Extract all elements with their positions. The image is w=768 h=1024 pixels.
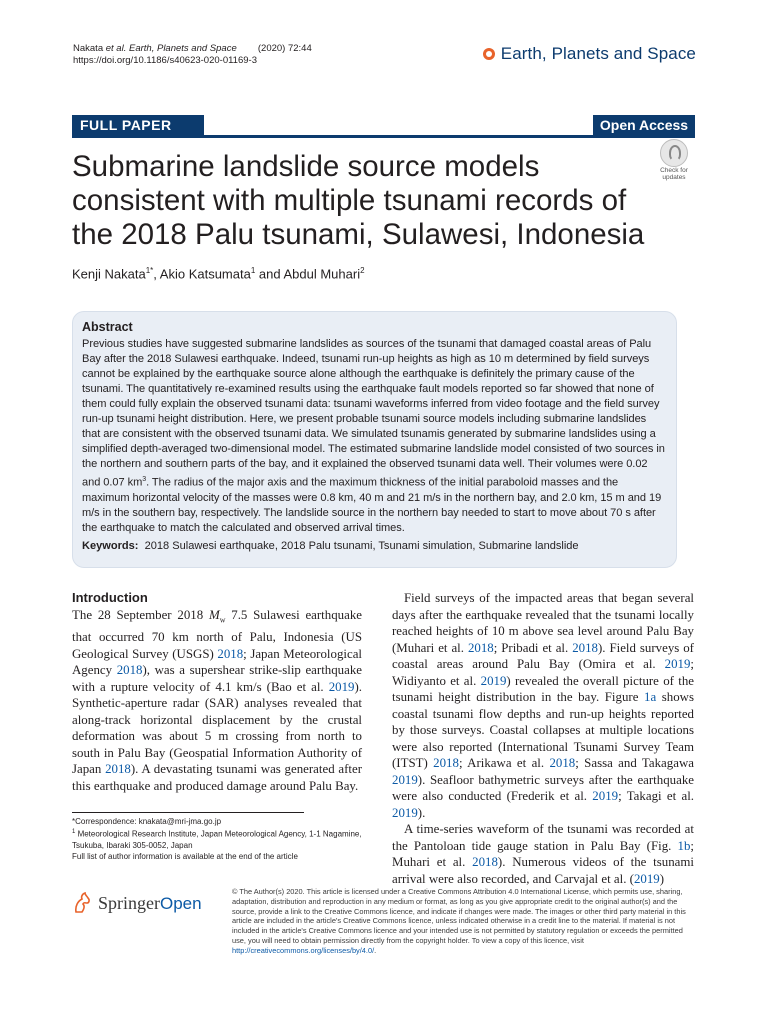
ref-link[interactable]: 2019 [392, 772, 418, 787]
springer-horse-icon [72, 892, 92, 914]
ref-link[interactable]: 2018 [572, 640, 598, 655]
springer-open-logo[interactable] [72, 889, 202, 917]
citation-year-volume: (2020) 72:44 [257, 43, 312, 54]
ref-link[interactable]: 2019 [664, 657, 691, 671]
left-column [72, 590, 362, 794]
ref-link[interactable]: 2018 [105, 762, 131, 777]
ref-link[interactable]: 2019 [633, 871, 660, 886]
citation-etal: et al. [105, 43, 127, 54]
ref-link[interactable]: 2019 [392, 805, 418, 820]
author-1[interactable]: Kenji Nakata [72, 266, 146, 282]
abstract-box [72, 311, 677, 568]
citation-authors: Nakata [73, 43, 104, 54]
keywords-label: Keywords: [82, 540, 139, 553]
ref-link[interactable]: 2019 [592, 789, 619, 803]
full-paper-label: FULL PAPER [72, 115, 204, 135]
running-citation [73, 43, 312, 55]
ref-link[interactable]: 2018 [549, 756, 576, 770]
author-2-affiliation: 1 [250, 266, 256, 275]
citation-journal: Earth, Planets and Space [129, 43, 237, 54]
abstract-text [82, 337, 667, 536]
keywords-list: 2018 Sulawesi earthquake, 2018 Palu tsunami, Tsunami simulation, Submarine landslide [144, 540, 579, 553]
journal-brand[interactable] [483, 42, 696, 66]
open-access-label: Open Access [593, 115, 695, 135]
body-paragraph: Field surveys of the impacted areas that began several days after the earthquake revealed that the tsunami locally reached heights of 10 m above sea level around Palu Bay (Muhari et al. 2018; Pribadi et al. 2018). Field surveys of coastal areas around Palu Bay (Omira et al. 2019; Widiyanto et al. 2019) revealed the overall picture of the tsunami height distribution in the bay. Figure 1a shows coastal tsunami flow depths and run-up heights reported by those surveys. Coastal collapses at multiple locations were also reported (International Tsunami Survey Team (ITST) 2018; Arikawa et al. 2018; Sassa and Takagawa 2019). Seafloor bathymetric surveys after the earthquake were also conducted (Frederik et al. 2019; Takagi et al. 2019). [392, 591, 694, 820]
right-column [392, 590, 694, 887]
footnote-rule [72, 812, 304, 813]
article-type-banner [72, 115, 695, 138]
doi-link[interactable]: https://doi.org/10.1186/s40623-020-01169-3 [73, 55, 257, 66]
footnote [72, 816, 372, 862]
author-3[interactable]: and Abdul Muhari [255, 266, 361, 282]
figure-link[interactable]: 1b [677, 838, 691, 853]
figure-link[interactable]: 1a [644, 690, 657, 704]
affiliation: $^1$ Meteorological Research Institute, Japan Meteorological Agency, 1-1 Nagamine, Tsukuba, Ibaraki 305-0052, Japan [72, 829, 362, 850]
check-updates-icon [660, 139, 688, 167]
body-paragraph: A time-series waveform of the tsunami was recorded at the Pantoloan tide gauge station in Palu Bay (Fig. 1b; Muhari et al. 2018). Numerous videos of the tsunami arrival were also recorded, and Carvajal et al. (2019) [392, 822, 694, 886]
check-for-updates-button[interactable] [654, 139, 694, 181]
journal-name: Earth, Planets and Space [500, 44, 696, 63]
ref-link[interactable]: 2018 [116, 663, 143, 678]
abstract-heading: Abstract [82, 320, 133, 334]
abstract-text-part-2: . The radius of the major axis and the maximum thickness of the initial paraboloid masses and the maximum horizontal velocity of the masses were 0.8 km, 40 m and 21 m/s in the northern bay, and 2.0 km, 15 m and 19 m/s in the southern bay, respectively. The landslide source in the northern bay needed to start to move about 70 s after the earthquake to match the calculated and observed arrival times. [82, 477, 662, 535]
ref-link[interactable]: 2018 [433, 756, 459, 770]
license-link[interactable]: http://creativecommons.org/licenses/by/4.0/ [232, 945, 375, 955]
ref-link[interactable]: 2018 [217, 646, 244, 661]
ref-link[interactable]: 2019 [328, 679, 355, 694]
ref-link[interactable]: 2018 [472, 855, 498, 869]
author-2[interactable]: , Akio Katsumata [153, 266, 251, 282]
author-info-note: Full list of author information is available at the end of the article [72, 851, 298, 861]
check-updates-label: Check for updates [660, 167, 688, 181]
ref-link[interactable]: 2019 [480, 673, 507, 688]
keywords [82, 539, 667, 554]
license-text: © The Author(s) 2020. This article is licensed under a Creative Commons Attribution 4.0 International License, which permits use, sharing, adaptation, distribution and reproduction in any medium or format, as long as you give appropriate credit to the original author(s) and the source, provide a link to the Creative Commons licence, and indicate if changes were made. The images or other third party material in this article are included in the article's Creative Commons licence, unless indicated otherwise in a credit line to the material. If material is not included in the article's Creative Commons licence and your intended use is not permitted by statutory regulation or exceeds the permitted use, you will need to obtain permission directly from the copyright holder. To view a copy of this licence, visit http://creativecommons.org/licenses/by/4.0/. [232, 887, 686, 955]
author-3-affiliation: 2 [360, 266, 365, 275]
abstract-text-part-1: Previous studies have suggested submarine landslides as sources of the tsunami that damaged coastal areas of Palu Bay after the 2018 Sulawesi earthquake. Indeed, tsunami run-up heights as high as 10 m determined by field surveys cannot be explained by the earthquake source alone although the earthquake is definitely the primary cause of the tsunami. The quantitatively re-examined results using the earthquake fault models reported so far showed that none of them could fully explain the observed tsunami data: tsunami waveforms inferred from video footage and the field survey run-up tsunami height distribution. Here, we present probable tsunami source models including submarine landslides that are consistent with the observed tsunami data. We simulated tsunamis generated by submarine landslides using a simplified depth-averaged two-dimensional model. The estimated submarine landslide model consisted of two sources in the northern and southern parts of the bay, and it explained the observed tsunami data well. Their volumes were 0.02 and 0.07 km [82, 338, 665, 490]
journal-logo-icon [483, 48, 495, 60]
publisher-name: SpringerOpen [98, 892, 202, 913]
correspondence[interactable]: *Correspondence: knakata@mri-jma.go.jp [72, 817, 222, 826]
author-1-affiliation: 1* [145, 266, 154, 275]
intro-paragraph: The 28 September 2018 $M_w$ 7.5 Sulawesi earthquake that occurred 70 km north of Palu, Indonesia (US Geological Survey (USGS) 2018; Japan Meteorological Agency 2018), was a supershear strike-slip earthquake with a rupture velocity of 4.1 km/s (Bao et al. 2019). Synthetic-aperture radar (SAR) analyses revealed that along-track horizontal displacement by the crustal deformation was about 5 m crossing from north to south in Palu Bay (Geospatial Information Authority of Japan 2018). A devastating tsunami was generated after this earthquake and produced damage around Palu Bay. [72, 608, 362, 793]
ref-link[interactable]: 2018 [467, 640, 494, 655]
author-list [72, 262, 365, 283]
abstract-superscript: 3 [142, 476, 147, 484]
introduction-heading: Introduction [72, 590, 148, 605]
article-title: Submarine landslide source models consistent with multiple tsunami records of the 2018 Palu tsunami, Sulawesi, Indonesia [72, 150, 645, 251]
